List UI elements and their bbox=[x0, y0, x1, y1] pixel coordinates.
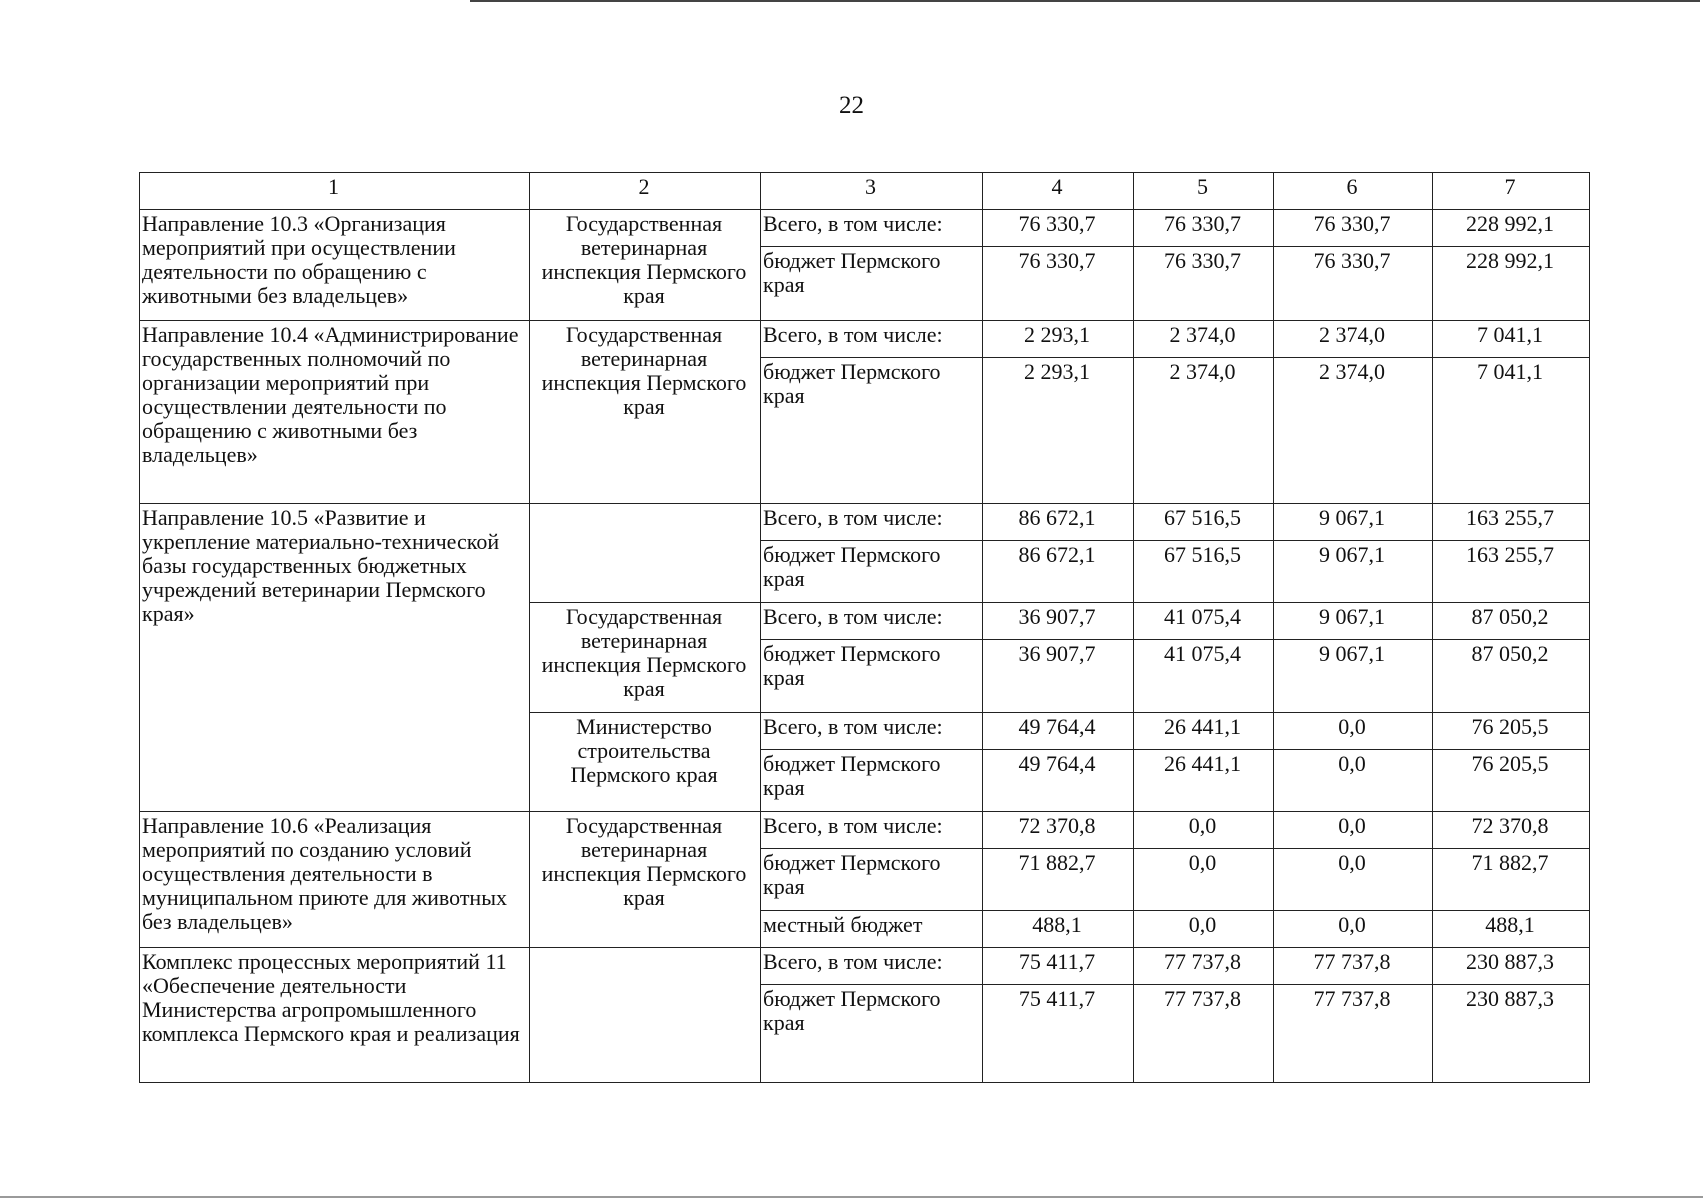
value-col-7: 87 050,2 bbox=[1433, 603, 1590, 640]
value-col-5: 41 075,4 bbox=[1134, 640, 1274, 713]
value-col-4: 488,1 bbox=[983, 911, 1134, 948]
value-col-6: 0,0 bbox=[1274, 849, 1433, 911]
header-col-3: 3 bbox=[761, 173, 983, 210]
value-col-4: 71 882,7 bbox=[983, 849, 1134, 911]
value-col-7: 488,1 bbox=[1433, 911, 1590, 948]
value-col-6: 9 067,1 bbox=[1274, 640, 1433, 713]
value-col-4: 86 672,1 bbox=[983, 504, 1134, 541]
value-col-6: 9 067,1 bbox=[1274, 541, 1433, 603]
executor-10-4: Государственная ветеринарная инспекция Пермского края bbox=[530, 321, 761, 504]
value-col-7: 228 992,1 bbox=[1433, 210, 1590, 247]
funding-label: бюджет Пермского края bbox=[761, 358, 983, 504]
value-col-6: 0,0 bbox=[1274, 713, 1433, 750]
funding-label: бюджет Пермского края bbox=[761, 541, 983, 603]
value-col-4: 76 330,7 bbox=[983, 210, 1134, 247]
value-col-4: 49 764,4 bbox=[983, 750, 1134, 812]
value-col-5: 77 737,8 bbox=[1134, 948, 1274, 985]
value-col-7: 72 370,8 bbox=[1433, 812, 1590, 849]
value-col-4: 49 764,4 bbox=[983, 713, 1134, 750]
executor-10-3: Государственная ветеринарная инспекция Пермского края bbox=[530, 210, 761, 321]
value-col-5: 76 330,7 bbox=[1134, 247, 1274, 321]
header-col-4: 4 bbox=[983, 173, 1134, 210]
header-col-6: 6 bbox=[1274, 173, 1433, 210]
value-col-5: 77 737,8 bbox=[1134, 985, 1274, 1083]
value-col-5: 0,0 bbox=[1134, 849, 1274, 911]
value-col-6: 9 067,1 bbox=[1274, 504, 1433, 541]
funding-label: Всего, в том числе: bbox=[761, 812, 983, 849]
value-col-6: 0,0 bbox=[1274, 911, 1433, 948]
value-col-7: 76 205,5 bbox=[1433, 713, 1590, 750]
value-col-6: 2 374,0 bbox=[1274, 321, 1433, 358]
value-col-7: 230 887,3 bbox=[1433, 985, 1590, 1083]
direction-10-5: Направление 10.5 «Развитие и укрепление материально-технической базы государственных бюджетных учреждений ветеринарии Пермского края» bbox=[140, 504, 530, 812]
funding-label: Всего, в том числе: bbox=[761, 948, 983, 985]
funding-label: бюджет Пермского края bbox=[761, 985, 983, 1083]
value-col-7: 163 255,7 bbox=[1433, 504, 1590, 541]
funding-label: бюджет Пермского края bbox=[761, 247, 983, 321]
value-col-7: 230 887,3 bbox=[1433, 948, 1590, 985]
value-col-5: 76 330,7 bbox=[1134, 210, 1274, 247]
funding-label: Всего, в том числе: bbox=[761, 603, 983, 640]
value-col-6: 0,0 bbox=[1274, 750, 1433, 812]
header-col-1: 1 bbox=[140, 173, 530, 210]
value-col-7: 7 041,1 bbox=[1433, 358, 1590, 504]
header-row bbox=[140, 173, 1590, 210]
header-col-5: 5 bbox=[1134, 173, 1274, 210]
value-col-4: 72 370,8 bbox=[983, 812, 1134, 849]
value-col-5: 41 075,4 bbox=[1134, 603, 1274, 640]
value-col-6: 76 330,7 bbox=[1274, 247, 1433, 321]
value-col-6: 76 330,7 bbox=[1274, 210, 1433, 247]
value-col-5: 26 441,1 bbox=[1134, 750, 1274, 812]
value-col-4: 75 411,7 bbox=[983, 948, 1134, 985]
page-number: 22 bbox=[839, 92, 864, 119]
value-col-7: 87 050,2 bbox=[1433, 640, 1590, 713]
value-col-7: 228 992,1 bbox=[1433, 247, 1590, 321]
funding-label: местный бюджет bbox=[761, 911, 983, 948]
table-row bbox=[140, 948, 1590, 985]
executor-11 bbox=[530, 948, 761, 1083]
funding-label: бюджет Пермского края bbox=[761, 849, 983, 911]
table-row bbox=[140, 504, 1590, 541]
funding-label: Всего, в том числе: bbox=[761, 504, 983, 541]
value-col-4: 36 907,7 bbox=[983, 640, 1134, 713]
value-col-4: 86 672,1 bbox=[983, 541, 1134, 603]
executor-10-5-b: Министерство строительства Пермского края bbox=[530, 713, 761, 812]
value-col-7: 163 255,7 bbox=[1433, 541, 1590, 603]
value-col-5: 26 441,1 bbox=[1134, 713, 1274, 750]
executor-10-6: Государственная ветеринарная инспекция Пермского края bbox=[530, 812, 761, 948]
value-col-5: 0,0 bbox=[1134, 911, 1274, 948]
table-row bbox=[140, 812, 1590, 849]
header-col-2: 2 bbox=[530, 173, 761, 210]
funding-label: бюджет Пермского края bbox=[761, 640, 983, 713]
complex-11: Комплекс процессных мероприятий 11 «Обеспечение деятельности Министерства агропромышленного комплекса Пермского края и реализация bbox=[140, 948, 530, 1083]
funding-label: Всего, в том числе: bbox=[761, 210, 983, 247]
direction-10-3: Направление 10.3 «Организация мероприятий при осуществлении деятельности по обращению с животными без владельцев» bbox=[140, 210, 530, 321]
value-col-5: 67 516,5 bbox=[1134, 504, 1274, 541]
value-col-4: 2 293,1 bbox=[983, 358, 1134, 504]
value-col-5: 67 516,5 bbox=[1134, 541, 1274, 603]
value-col-4: 76 330,7 bbox=[983, 247, 1134, 321]
value-col-7: 76 205,5 bbox=[1433, 750, 1590, 812]
funding-label: Всего, в том числе: bbox=[761, 321, 983, 358]
executor-10-5-a: Государственная ветеринарная инспекция Пермского края bbox=[530, 603, 761, 713]
table-row bbox=[140, 321, 1590, 358]
value-col-5: 2 374,0 bbox=[1134, 321, 1274, 358]
table-row bbox=[140, 210, 1590, 247]
header-col-7: 7 bbox=[1433, 173, 1590, 210]
funding-label: Всего, в том числе: bbox=[761, 713, 983, 750]
value-col-4: 2 293,1 bbox=[983, 321, 1134, 358]
value-col-7: 71 882,7 bbox=[1433, 849, 1590, 911]
direction-10-4: Направление 10.4 «Администрирование государственных полномочий по организации мероприятий при осуществлении деятельности по обращению с животными без владельцев» bbox=[140, 321, 530, 504]
value-col-6: 9 067,1 bbox=[1274, 603, 1433, 640]
funding-label: бюджет Пермского края bbox=[761, 750, 983, 812]
bottom-edge-line bbox=[0, 1196, 1703, 1198]
value-col-5: 0,0 bbox=[1134, 812, 1274, 849]
value-col-6: 77 737,8 bbox=[1274, 985, 1433, 1083]
value-col-5: 2 374,0 bbox=[1134, 358, 1274, 504]
direction-10-6: Направление 10.6 «Реализация мероприятий по созданию условий осуществления деятельности в муниципальном приюте для животных без владельцев» bbox=[140, 812, 530, 948]
value-col-6: 2 374,0 bbox=[1274, 358, 1433, 504]
value-col-7: 7 041,1 bbox=[1433, 321, 1590, 358]
value-col-4: 36 907,7 bbox=[983, 603, 1134, 640]
executor-10-5-all bbox=[530, 504, 761, 603]
value-col-6: 77 737,8 bbox=[1274, 948, 1433, 985]
value-col-4: 75 411,7 bbox=[983, 985, 1134, 1083]
top-border-line bbox=[470, 0, 1700, 2]
value-col-6: 0,0 bbox=[1274, 812, 1433, 849]
budget-table bbox=[139, 172, 1590, 1083]
